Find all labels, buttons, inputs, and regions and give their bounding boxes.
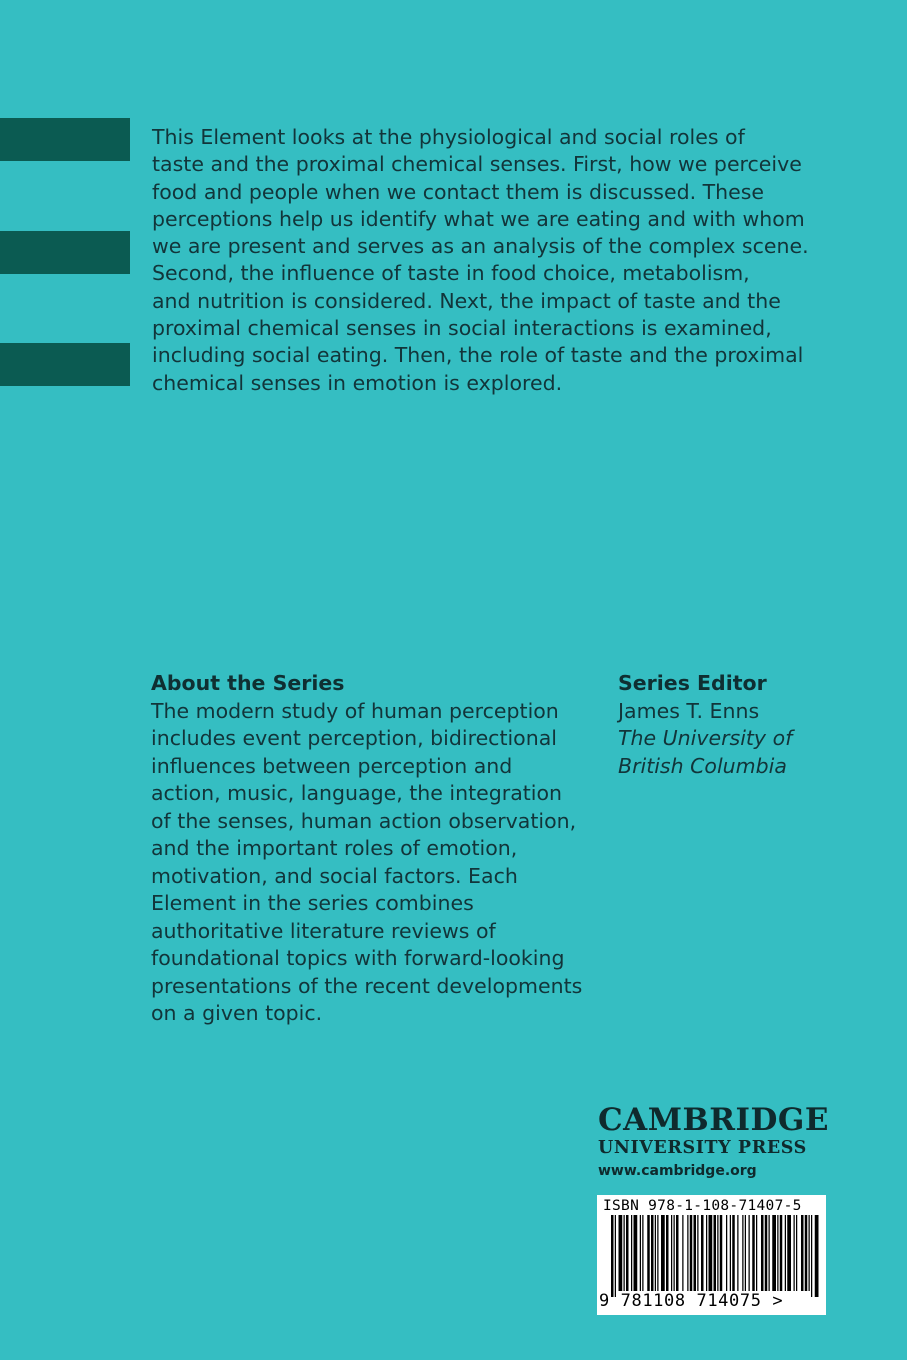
description-line: This Element looks at the physiological and social roles of bbox=[152, 125, 745, 149]
book-description bbox=[152, 124, 832, 397]
accent-bar-bottom bbox=[0, 343, 130, 386]
publisher-name: CAMBRIDGE bbox=[598, 1102, 829, 1138]
ean-digits: 9 781108 714075 > bbox=[599, 1291, 784, 1311]
series-editor-section bbox=[618, 670, 878, 780]
description-line: we are present and serves as an analysis of the complex scene. bbox=[152, 234, 809, 259]
series-line: on a given topic. bbox=[151, 1001, 323, 1025]
isbn-barcode bbox=[597, 1195, 826, 1315]
about-series-section bbox=[151, 670, 601, 1028]
description-line: including social eating. Then, the role of taste and the proximal bbox=[152, 343, 804, 368]
description-line: taste and the proximal chemical senses. First, how we perceive bbox=[152, 152, 802, 177]
publisher-logo bbox=[598, 1104, 838, 1183]
series-line: presentations of the recent developments bbox=[151, 973, 583, 998]
series-line: and the important roles of emotion, bbox=[151, 836, 518, 860]
series-line: authoritative literature reviews of bbox=[151, 918, 496, 943]
description-line: Second, the influence of taste in food choice, metabolism, bbox=[152, 261, 750, 286]
description-line: chemical senses in emotion is explored. bbox=[152, 370, 563, 395]
about-series-heading: About the Series bbox=[151, 671, 345, 695]
description-line: food and people when we contact them is discussed. These bbox=[152, 179, 765, 204]
series-line: foundational topics with forward-looking bbox=[151, 946, 565, 970]
series-line: action, music, language, the integration bbox=[151, 781, 563, 805]
accent-bar-middle bbox=[0, 231, 130, 274]
series-line: The modern study of human perception bbox=[151, 698, 559, 723]
description-line: perceptions help us identify what we are eating and with whom bbox=[152, 206, 805, 231]
accent-bar-top bbox=[0, 118, 130, 161]
about-series-body bbox=[151, 698, 601, 1028]
isbn-label: ISBN 978-1-108-71407-5 bbox=[603, 1198, 802, 1214]
series-line: influences between perception and bbox=[151, 753, 513, 778]
series-line: of the senses, human action observation, bbox=[151, 808, 577, 833]
publisher-subname: UNIVERSITY PRESS bbox=[598, 1138, 807, 1158]
series-line: motivation, and social factors. Each bbox=[151, 863, 518, 888]
description-line: and nutrition is considered. Next, the impact of taste and the bbox=[152, 288, 781, 313]
series-editor-affiliation-line1: The University of bbox=[618, 726, 793, 750]
series-editor-name: James T. Enns bbox=[618, 698, 760, 723]
series-line: includes event perception, bidirectional bbox=[151, 726, 557, 750]
series-editor-affiliation-line2: British Columbia bbox=[618, 753, 787, 778]
series-editor-heading: Series Editor bbox=[618, 671, 767, 695]
description-line: proximal chemical senses in social interactions is examined, bbox=[152, 316, 772, 341]
publisher-url: www.cambridge.org bbox=[598, 1163, 757, 1179]
series-line: Element in the series combines bbox=[151, 891, 474, 915]
